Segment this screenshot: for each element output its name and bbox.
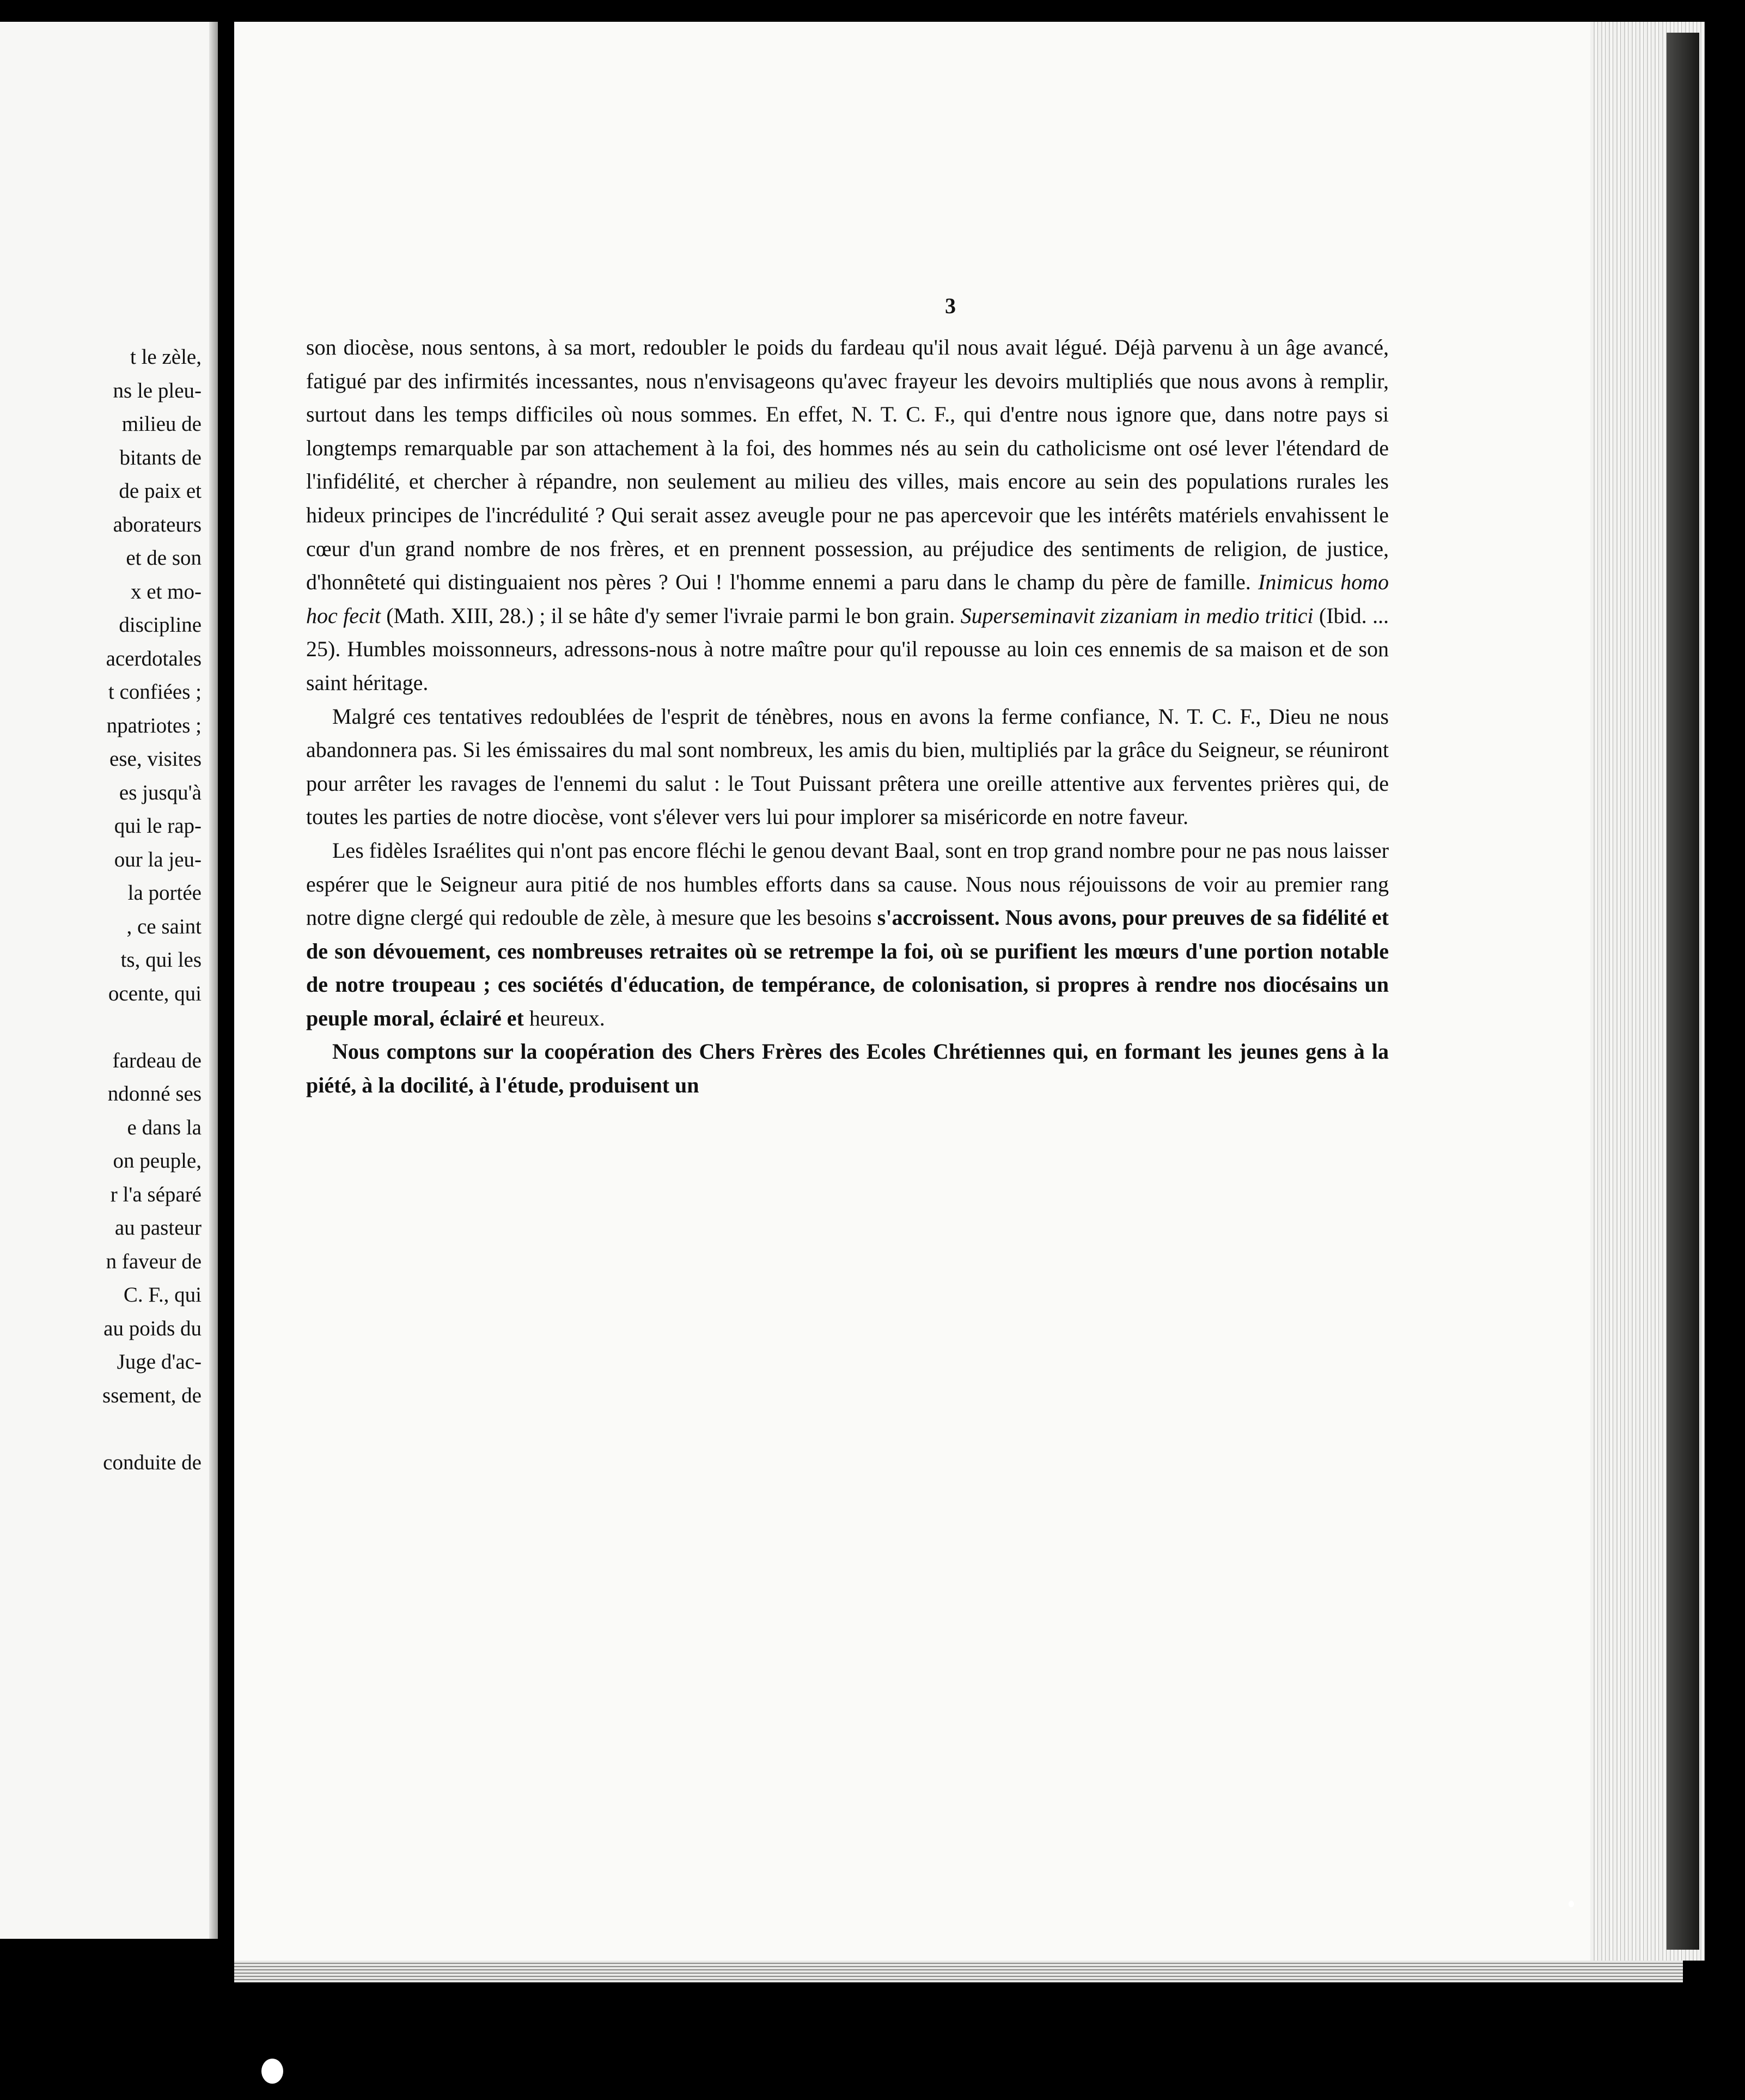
left-page-line: milieu de [121, 412, 202, 436]
left-page-line: x et mo- [131, 579, 202, 603]
left-page-line: , ce saint [126, 914, 202, 938]
dust-speck [261, 2059, 283, 2084]
left-page-line: r l'a séparé [110, 1182, 202, 1206]
latin-quote-2: Superseminavit zizaniam in medio tritici [960, 603, 1314, 628]
main-page [234, 22, 1672, 1961]
left-page-line: bitants de [119, 445, 202, 469]
left-page-line: our la jeu- [114, 847, 202, 871]
left-page-line: la portée [127, 881, 202, 905]
left-page-line: t confiées ; [108, 680, 202, 704]
left-page-line: ndonné ses [107, 1082, 202, 1106]
left-page-text [0, 340, 202, 1479]
paragraph-1 [306, 331, 1389, 700]
left-page-line: discipline [119, 613, 202, 637]
left-page-line: C. F., qui [123, 1283, 202, 1307]
left-page-line: conduite de [103, 1450, 202, 1474]
paragraph-3-text: Les fidèles Israélites qui n'ont pas encore fléchi le genou devant Baal, sont en trop grand nombre pour ne pas nous laisser espérer que le Seigneur aura pitié de nos humbles efforts dans sa cause. Nous nous réjouissons de voir au premier rang notre digne clergé qui redouble de zèle, à mesure que les besoins [306, 838, 1389, 930]
left-page-line: acerdotales [106, 646, 202, 670]
left-page-line: e dans la [127, 1115, 202, 1139]
left-page-line: ocente, qui [108, 981, 202, 1005]
left-page-line: ns le pleu- [113, 379, 202, 402]
left-page-line: qui le rap- [114, 814, 202, 838]
gutter-shadow [209, 22, 218, 1939]
paragraph-2: Malgré ces tentatives redoublées de l'esprit de ténèbres, nous en avons la ferme confiance, N. T. C. F., Dieu ne nous abandonnera pas. Si les émissaires du mal sont nombreux, les amis du bien, multipliés par la grâce du Seigneur, se réuniront pour arrêter les ravages de l'ennemi du salut : le Tout Puissant prêtera une oreille attentive aux ferventes prières qui, de toutes les parties de notre diocèse, vont s'élever vers lui pour implorer sa miséricorde en notre faveur. [306, 704, 1389, 829]
left-page-line [0, 1412, 202, 1446]
left-page-line: t le zèle, [130, 345, 202, 369]
left-page-line: n faveur de [106, 1249, 202, 1273]
left-page-line: et de son [126, 546, 202, 570]
left-page-line: fardeau de [112, 1048, 202, 1072]
left-facing-page [0, 22, 218, 1939]
left-page-line: ssement, de [102, 1383, 202, 1407]
left-page-line: au pasteur [114, 1216, 202, 1240]
left-page-line: aborateurs [113, 512, 202, 536]
page-number: 3 [945, 294, 956, 318]
left-page-line: es jusqu'à [119, 780, 202, 804]
paragraph-3-closing: heureux. [523, 1005, 605, 1030]
paragraph-1-citation: (Math. XIII, 28.) ; il se hâte d'y semer l'ivraie parmi le bon grain. [380, 603, 961, 628]
paragraph-1-text: son diocèse, nous sentons, à sa mort, redoubler le poids du fardeau qu'il nous avait légué. Déjà parvenu à un âge avancé, fatigué par des infirmités incessantes, nous n'envisageons qu'avec frayeur les devoirs multipliés que nous avons à remplir, surtout dans les temps difficiles où nous sommes. En effet, N. T. C. F., qui d'entre nous ignore que, dans notre pays si longtemps remarquable par son attachement à la foi, des hommes nés au sein du catholicisme ont osé lever l'étendard de l'infidélité, et chercher à répandre, non seulement au milieu des villes, mais encore au sein des populations rurales les hideux principes de l'incrédulité ? Qui serait assez aveugle pour ne pas apercevoir que les intérêts matériels envahissent le cœur d'un grand nombre de nos frères, et en prennent possession, au préjudice des sentiments de religion, de justice, d'honnêteté qui distinguaient nos pères ? Oui ! l'homme ennemi a paru dans le champ du père de famille. [306, 335, 1389, 595]
left-page-line: on peuple, [113, 1149, 202, 1173]
paragraph-3 [306, 834, 1389, 1035]
book-edge-shadow [1667, 33, 1699, 1950]
left-page-line: de paix et [119, 479, 202, 503]
left-page-line: Juge d'ac- [117, 1350, 202, 1373]
left-page-line: npatriotes ; [106, 713, 202, 737]
left-page-line: ts, qui les [120, 948, 202, 972]
bottom-page-edges [234, 1961, 1683, 1982]
paragraph-4: Nous comptons sur la coopération des Chers Frères des Ecoles Chrétiennes qui, en formant les jeunes gens à la piété, à la docilité, à l'étude, produisent un [306, 1039, 1389, 1098]
left-page-line [0, 1010, 202, 1044]
dust-speck [1569, 1901, 1574, 1907]
left-page-line: ese, visites [109, 747, 202, 771]
left-page-line: au poids du [103, 1316, 202, 1340]
body-text [306, 331, 1389, 1102]
paragraph-1-closing: (Ibid. ... 25). Humbles moissonneurs, adressons-nous à notre maître pour qu'il repousse au loin ces ennemis de sa maison et de son saint héritage. [306, 603, 1389, 695]
paragraph-3-bold: s'accroissent. Nous avons, pour preuves de sa fidélité et de son dévouement, ces nombreuses retraites où se retrempe la foi, où se purifient les mœurs d'une portion notable de notre troupeau ; ces sociétés d'éducation, de tempérance, de colonisation, si propres à rendre nos diocésains un peuple moral, éclairé et [306, 905, 1389, 1030]
latin-quote-1: Inimicus homo hoc fecit [306, 570, 1389, 628]
